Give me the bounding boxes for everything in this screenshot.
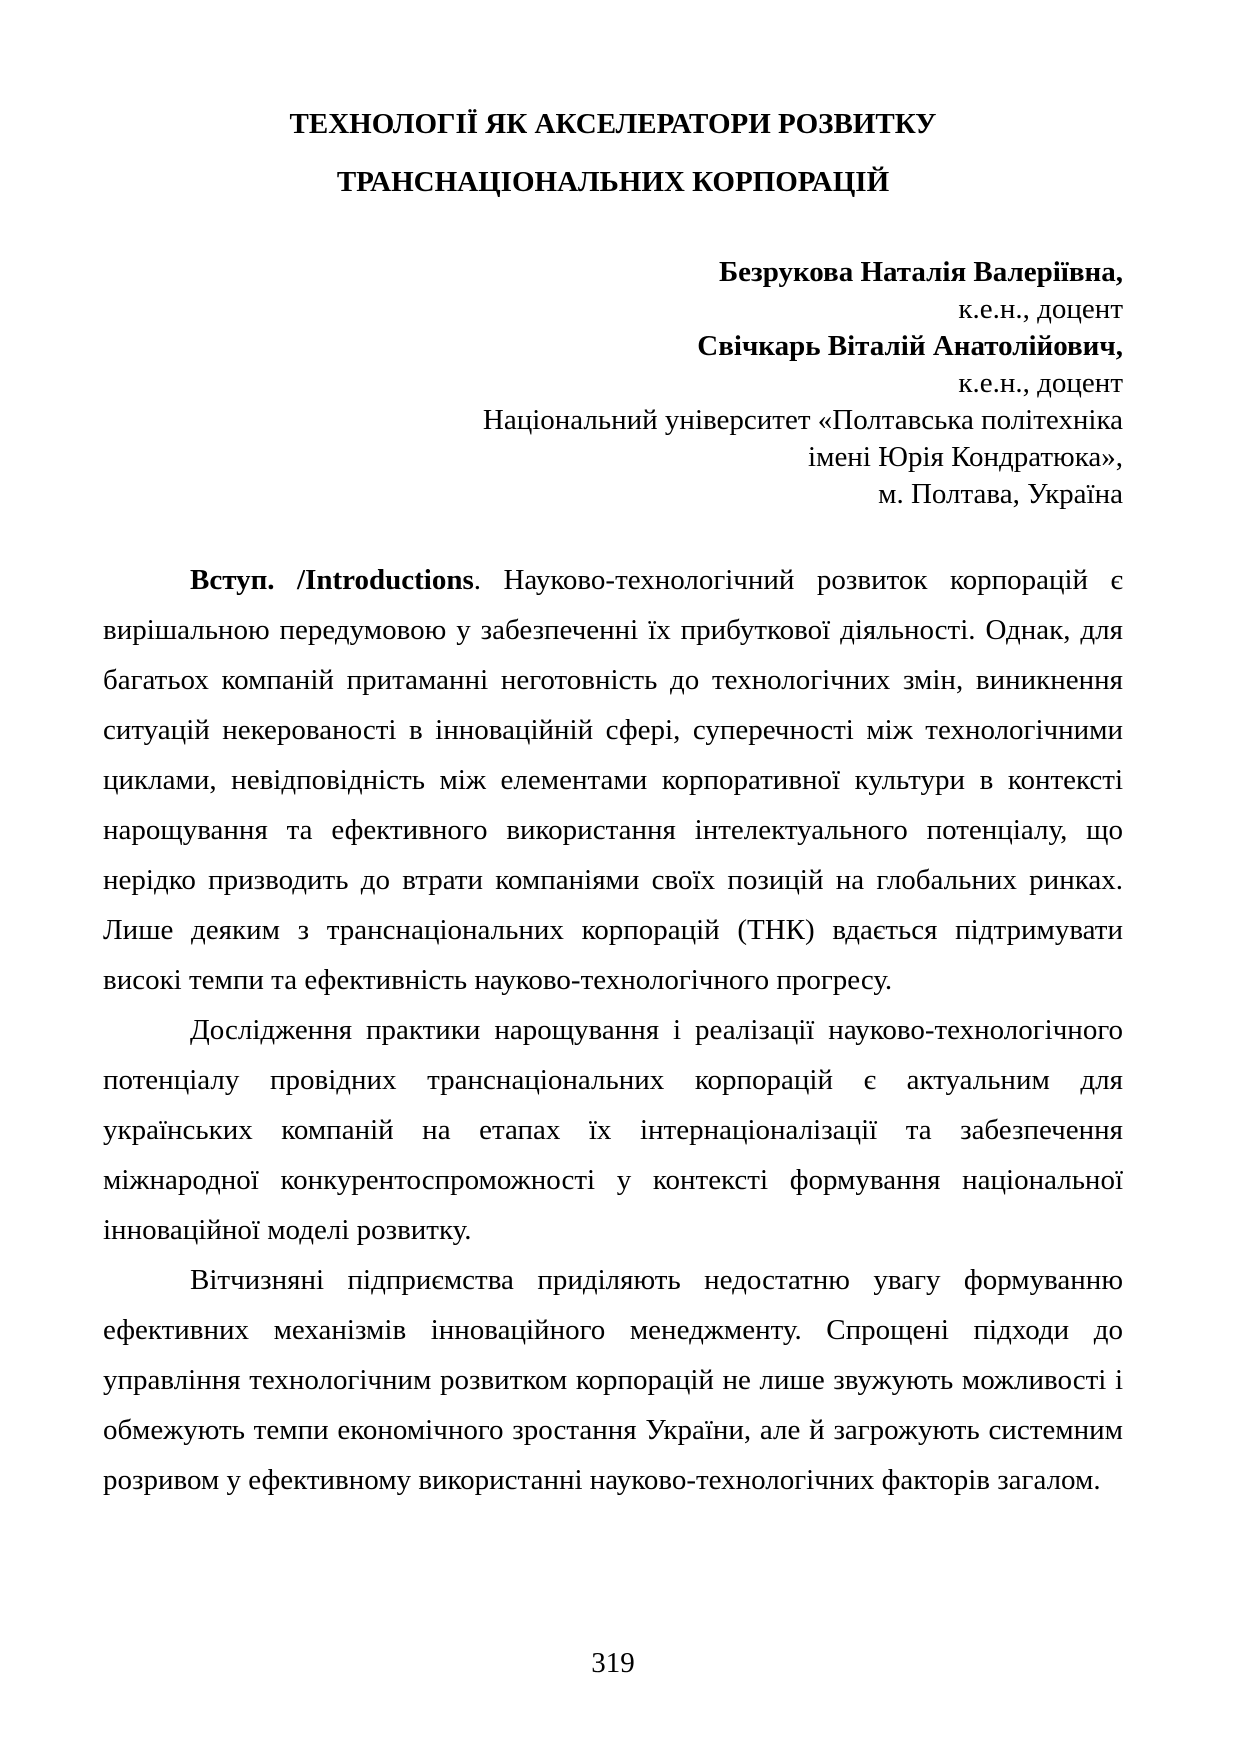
intro-lead: Вступ. /Introductions (190, 564, 474, 596)
page-content (103, 0, 1123, 1505)
author-name: Безрукова Наталія Валеріївна, (719, 256, 1123, 288)
paper-title-line2: ТРАНСНАЦІОНАЛЬНИХ КОРПОРАЦІЙ (336, 166, 890, 198)
affiliation-line: імені Юрія Кондратюка», (808, 441, 1123, 473)
paragraph (103, 555, 1123, 1005)
authors-block (103, 254, 1123, 513)
author-degree: к.е.н., доцент (958, 367, 1123, 399)
paragraph-text: Вітчизняні підприємства приділяють недостатню увагу формуванню ефективних механізмів інноваційного менеджменту. Спрощені підходи до управління технологічним розвитком корпорацій не лише звужують можливості і обмежують темпи економічного зростання України, але й загрожують системним розривом у ефективному використанні науково-технологічних факторів загалом. (103, 1264, 1123, 1496)
affiliation-line: Національний університет «Полтавська політехніка (482, 404, 1123, 436)
paper-body (103, 555, 1123, 1505)
page-number: 319 (591, 1647, 635, 1679)
author-degree: к.е.н., доцент (958, 293, 1123, 325)
paragraph (103, 1005, 1123, 1255)
paragraph-text: Дослідження практики нарощування і реалізації науково-технологічного потенціалу провідних транснаціональних корпорацій є актуальним для українських компаній на етапах їх інтернаціоналізації та забезпечення міжнародної конкурентоспроможності у контексті формування національної інноваційної моделі розвитку. (103, 1014, 1123, 1246)
paragraph (103, 1255, 1123, 1505)
paper-title (103, 95, 1123, 211)
paper-title-line1: ТЕХНОЛОГІЇ ЯК АКСЕЛЕРАТОРИ РОЗВИТКУ (289, 108, 937, 140)
paragraph-text: . Науково-технологічний розвиток корпорацій є вирішальною передумовою у забезпеченні їх прибуткової діяльності. Однак, для багатьох компаній притаманні неготовність до технологічних змін, виникнення ситуацій некерованості в інноваційній сфері, суперечності між технологічними циклами, невідповідність між елементами корпоративної культури в контексті нарощування та ефективного використання інтелектуального потенціалу, що нерідко призводить до втрати компаніями своїх позицій на глобальних ринках. Лише деяким з транснаціональних корпорацій (ТНК) вдається підтримувати високі темпи та ефективність науково-технологічного прогресу. (103, 564, 1123, 996)
affiliation-location: м. Полтава, Україна (878, 478, 1123, 510)
author-name: Свічкарь Віталій Анатолійович, (697, 330, 1123, 362)
